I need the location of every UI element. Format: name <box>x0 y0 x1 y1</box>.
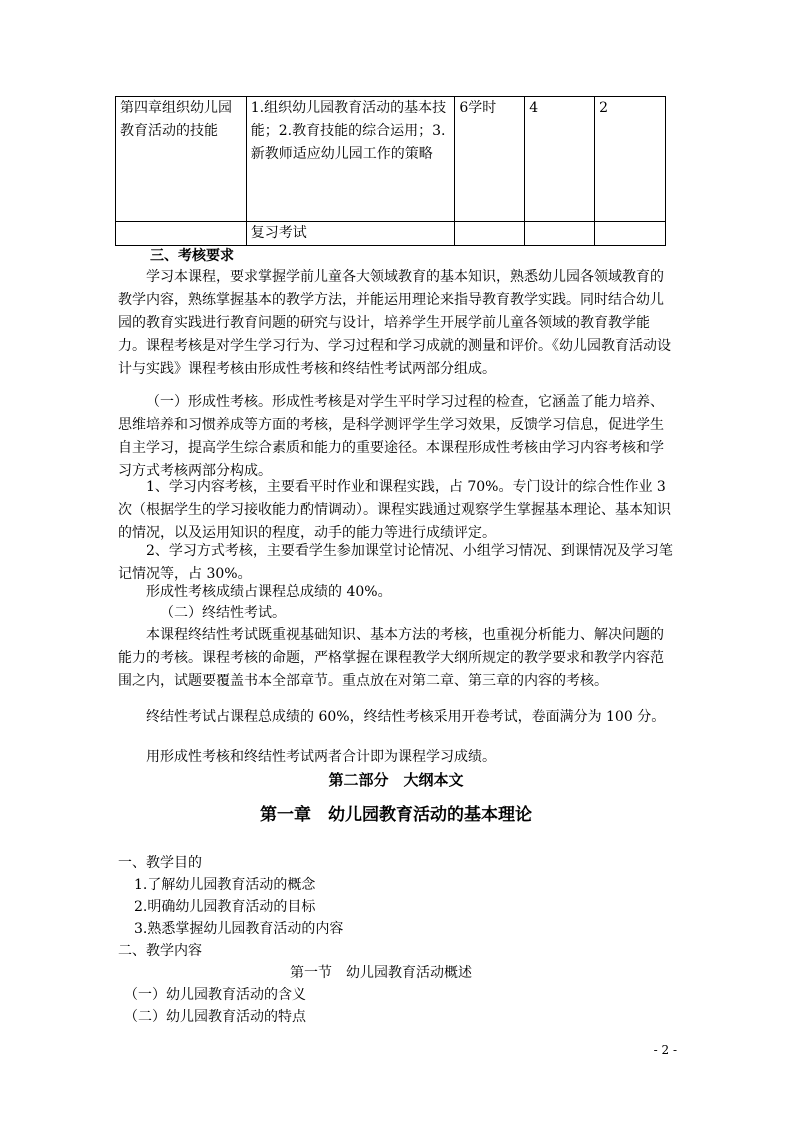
chapter-title: 第一章 幼儿园教育活动的基本理论 <box>260 805 532 825</box>
table-row <box>116 97 666 222</box>
table-cell-chapter <box>116 222 247 246</box>
part-title: 第二部分 大纲本文 <box>328 771 464 789</box>
assessment-paragraph-7: 本课程终结性考试既重视基础知识、基本方法的考核，也重视分析能力、解决问题的能力的考核。课程考核的命题，严格掌握在课程教学大纲所规定的教学要求和教学内容范围之内，试题要覆盖书本全部章节。重点放在对第二章、第三章的内容的考核。 <box>118 627 664 689</box>
content-item: （一）幼儿园教育活动的含义 <box>124 987 306 1003</box>
assessment-heading: 三、考核要求 <box>150 248 234 264</box>
table-cell-col5 <box>595 222 666 246</box>
table-cell-col4: 4 <box>525 97 595 222</box>
assessment-paragraph-6: （二）终结性考试。 <box>160 605 286 621</box>
course-schedule-table <box>115 96 666 246</box>
section-title: 第一节 幼儿园教育活动概述 <box>290 965 472 981</box>
table-cell-col5: 2 <box>595 97 666 222</box>
page-number: - 2 - <box>653 1043 677 1057</box>
table-row <box>116 222 666 246</box>
content-item: （二）幼儿园教育活动的特点 <box>124 1009 306 1025</box>
table-cell-col4 <box>525 222 595 246</box>
assessment-paragraph-1: 学习本课程，要求掌握学前儿童各大领域教育的基本知识，熟悉幼儿园各领域教育的教学内容，熟练掌握基本的教学方法，并能运用理论来指导教育教学实践。同时结合幼儿园的教育实践进行教育问题的研究与设计，培养学生开展学前儿童各领域的教育教学能力。课程考核是对学生学习行为、学习过程和学习成就的测量和评价。《幼儿园教育活动设计与实践》课程考核由形成性考核和终结性考试两部分组成。 <box>118 269 671 377</box>
table-cell-chapter: 第四章组织幼儿园教育活动的技能 <box>116 97 247 222</box>
objectives-heading: 一、教学目的 <box>118 855 202 871</box>
assessment-paragraph-4: 2、学习方式考核，主要看学生参加课堂讨论情况、小组学习情况、到课情况及学习笔记情况等，占 30%。 <box>118 543 673 582</box>
table-cell-content: 复习考试 <box>246 222 455 246</box>
assessment-paragraph-5: 形成性考核成绩占课程总成绩的 40%。 <box>146 584 392 600</box>
table-cell-content: 1.组织幼儿园教育活动的基本技能；2.教育技能的综合运用；3.新教师适应幼儿园工作的策略 <box>246 97 455 222</box>
assessment-paragraph-3: 1、学习内容考核，主要看平时作业和课程实践，占 70%。专门设计的综合性作业 3 次（根据学生的学习接收能力酌情调动）。课程实践通过观察学生掌握基本理论、基本知识的情况，以及运用知识的程度，动手的能力等进行成绩评定。 <box>118 479 671 541</box>
assessment-paragraph-9: 用形成性考核和终结性考试两者合计即为课程学习成绩。 <box>146 749 496 765</box>
content-heading: 二、教学内容 <box>118 943 202 959</box>
assessment-paragraph-2: （一）形成性考核。形成性考核是对学生平时学习过程的检查，它涵盖了能力培养、思维培养和习惯养成等方面的考核，是科学测评学生学习效果，反馈学习信息，促进学生自主学习，提高学生综合素质和能力的重要途径。本课程形成性考核由学习内容考核和学习方式考核两部分构成。 <box>118 394 664 479</box>
table-cell-hours <box>455 222 525 246</box>
assessment-paragraph-8: 终结性考试占课程总成绩的 60%，终结性考核采用开卷考试，卷面满分为 100 分。 <box>146 709 666 725</box>
objective-item: 3.熟悉掌握幼儿园教育活动的内容 <box>134 921 344 937</box>
objective-item: 1.了解幼儿园教育活动的概念 <box>134 877 316 893</box>
objective-item: 2.明确幼儿园教育活动的目标 <box>134 899 316 915</box>
table-cell-hours: 6学时 <box>455 97 525 222</box>
